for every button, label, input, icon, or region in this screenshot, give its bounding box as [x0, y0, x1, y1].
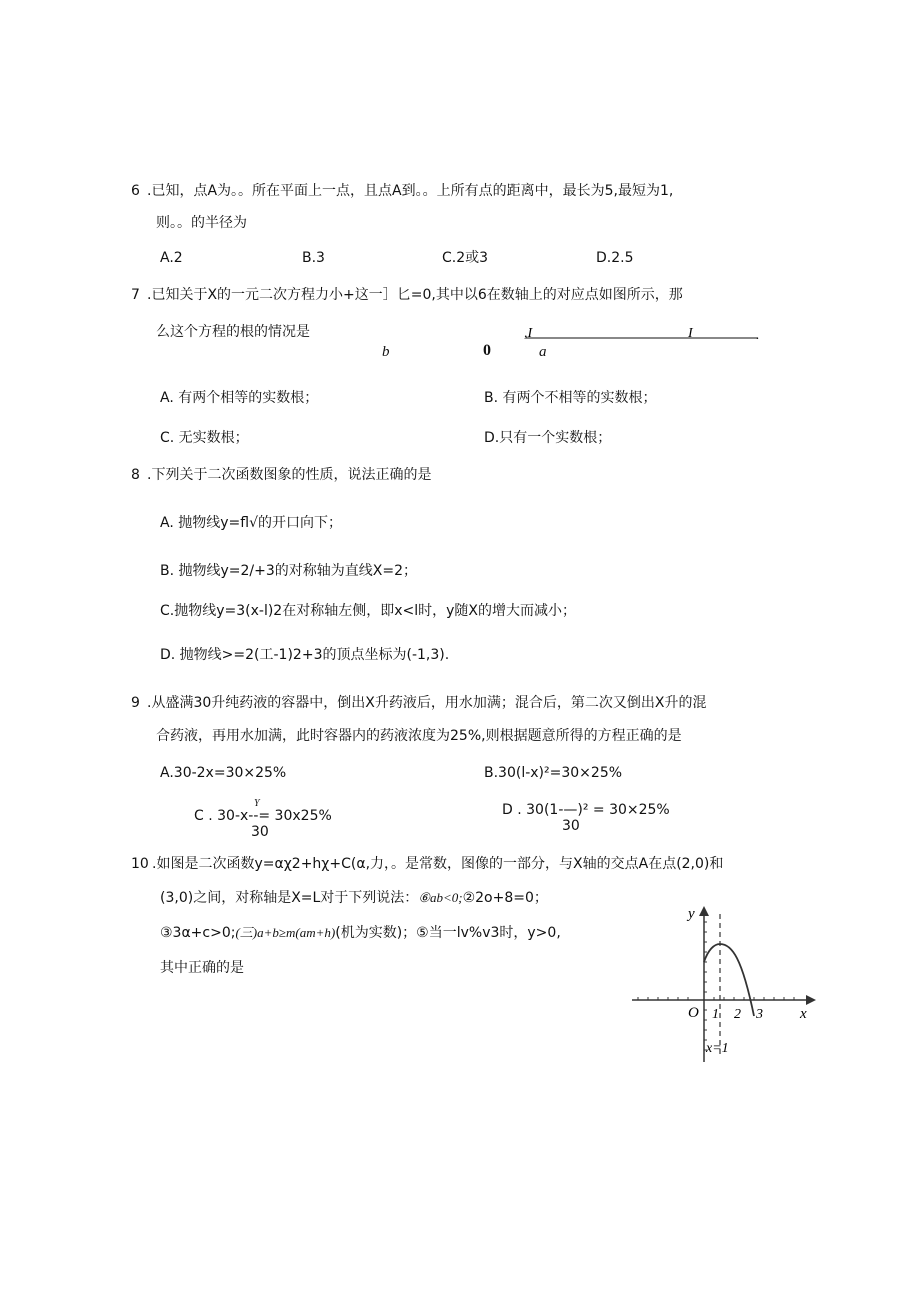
question-7-number: 7 [131, 287, 140, 303]
question-7-option-b: B. 有两个不相等的实数根； [484, 390, 657, 406]
question-9-option-c: C . 30-x--= 30x25% [194, 808, 332, 824]
question-9-option-d: D . 30(1-—)² = 30×25% [502, 802, 670, 818]
question-6-option-a: A.2 [160, 250, 183, 266]
question-6-option-b: B.3 [302, 250, 325, 266]
y-axis-label: y [688, 906, 695, 922]
question-9-line-2: 合药液，再用水加满，此时容器内的药液浓度为25%,则根据题意所得的方程正确的是 [156, 728, 682, 744]
numberline-b-label: b [382, 344, 390, 360]
question-8-option-b: B. 抛物线y=2/+3的对称轴为直线X=2； [160, 563, 418, 579]
question-8-option-c: C.抛物线y=3(x-l)2在对称轴左侧，即x<l时，y随X的增大而减小； [160, 603, 576, 619]
question-9-option-c-denominator: 30 [251, 824, 269, 840]
number-line-mid-mark: I [688, 326, 693, 341]
numberline-zero-label: 0 [483, 342, 491, 359]
tick-label-3: 3 [756, 1007, 763, 1022]
question-10-statement-2: ②2o+8=0； [462, 890, 548, 906]
question-9-number: 9 [131, 695, 140, 711]
question-10-number: 10 [131, 856, 149, 872]
number-line-left-marks: ,I [524, 326, 533, 341]
question-10-statement-4: (三)a+b≥m(am+h) [235, 925, 336, 940]
question-8-option-d: D. 抛物线>=2(工-1)2+3的顶点坐标为(-1,3). [160, 647, 450, 663]
tick-label-1: 1 [712, 1007, 719, 1022]
number-line-end-mark: . [756, 328, 760, 343]
question-7-option-d: D.只有一个实数根； [484, 430, 612, 446]
question-7-option-a: A. 有两个相等的实数根； [160, 390, 319, 406]
question-10-line-3 [160, 923, 561, 943]
y-axis-arrow-icon [699, 906, 709, 916]
numberline-a-label: a [539, 344, 547, 360]
question-7-line-1: .已知关于X的一元二次方程力小+这一］匕=0,其中以6在数轴上的对应点如图所示，那 [147, 287, 683, 303]
question-8-option-a: A. 抛物线y=fl√的开口向下； [160, 515, 342, 531]
question-6-line-2: 则。。的半径为 [156, 215, 247, 231]
parabola-curve [704, 944, 754, 1016]
parabola-graph-svg [628, 900, 824, 1070]
question-10-statement-4-5: (机为实数)；⑤当一lv%v3时，y>0, [335, 925, 561, 941]
question-9-option-b: B.30(l-x)²=30×25% [484, 765, 623, 781]
number-line [522, 322, 764, 352]
question-9-option-a: A.30-2x=30×25% [160, 765, 287, 781]
question-6-option-c: C.2或3 [442, 250, 489, 266]
question-6-number: 6 [131, 183, 140, 199]
fraction-numerator: Y [254, 798, 260, 809]
symmetry-axis-label: x=1 [706, 1041, 729, 1056]
parabola-graph [628, 900, 824, 1070]
question-9-option-d-denominator: 30 [562, 818, 580, 834]
x-axis-label: x [800, 1006, 807, 1022]
question-10-statement-1: ⑥ab<0; [418, 890, 463, 905]
question-10-statement-3: ③3α+c>0; [160, 925, 236, 941]
tick-label-2: 2 [734, 1007, 741, 1022]
question-10-line-1: .如图是二次函数y=αχ2+hχ+C(α,力，。是常数，图像的一部分，与X轴的交点A在点(2,0)和 [152, 856, 724, 872]
number-line-graphic [522, 322, 764, 352]
question-8-line-1: .下列关于二次函数图象的性质，说法正确的是 [147, 467, 432, 483]
question-8-number: 8 [131, 467, 140, 483]
question-6-line-1: .已知，点A为。。所在平面上一点，且点A到。。上所有点的距离中，最长为5,最短为1, [147, 183, 674, 199]
question-7-option-c: C. 无实数根； [160, 430, 249, 446]
origin-label: O [688, 1005, 699, 1021]
question-6-option-d: D.2.5 [596, 250, 634, 266]
question-7-line-2: 么这个方程的根的情况是 [156, 324, 310, 340]
question-10-line-4: 其中正确的是 [160, 960, 244, 976]
question-9-line-1: .从盛满30升纯药液的容器中，倒出X升药液后，用水加满；混合后，第二次又倒出X升的混 [147, 695, 707, 711]
x-axis-arrow-icon [806, 995, 816, 1005]
question-10-line-2 [160, 888, 548, 908]
question-10-line-2-text: (3,0)之间，对称轴是X=L对于下列说法： [160, 890, 419, 906]
